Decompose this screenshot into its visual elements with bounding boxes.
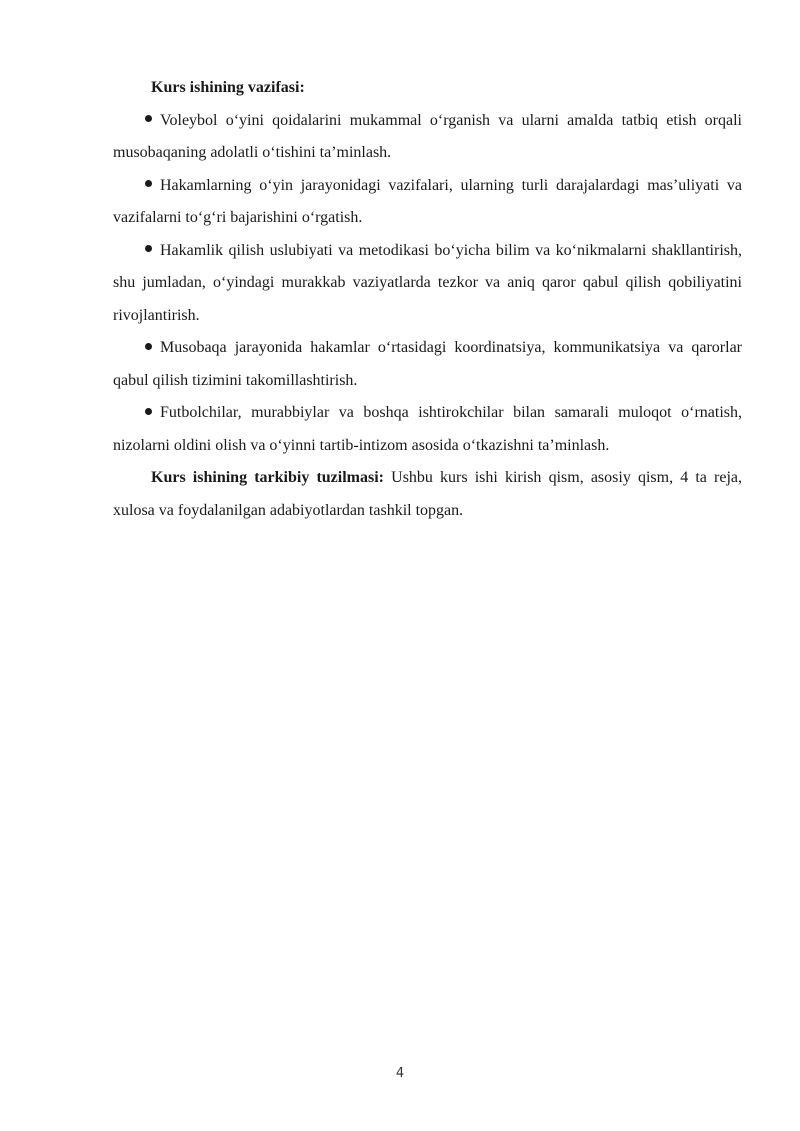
page-content (113, 72, 742, 527)
bullet-icon (145, 245, 152, 252)
bullet-icon (145, 115, 152, 122)
list-item (113, 105, 742, 170)
structure-paragraph (113, 462, 742, 527)
section-heading (113, 72, 742, 105)
list-item-text: Hakamlik qilish uslubiyati va metodikasi bo‘yicha bilim va ko‘nikmalarni shakllantirish, shu jumladan, o‘yindagi murakkab vaziyatlarda tezkor va aniq qaror qabul qilish qobiliyatini rivojlantirish. (113, 241, 742, 324)
structure-label: Kurs ishining tarkibiy tuzilmasi: (151, 469, 384, 486)
list-item-text: Hakamlarning o‘yin jarayonidagi vazifalari, ularning turli darajalardagi mas’uliyati va vazifalarni to‘g‘ri bajarishini o‘rgatish. (113, 176, 742, 226)
list-item (113, 332, 742, 397)
bullet-icon (145, 343, 152, 350)
list-item (113, 170, 742, 235)
bullet-icon (145, 180, 152, 187)
list-item-text: Voleybol o‘yini qoidalarini mukammal o‘rganish va ularni amalda tatbiq etish orqali musobaqaning adolatli o‘tishini ta’minlash. (113, 111, 742, 161)
section-heading-text: Kurs ishining vazifasi: (151, 79, 305, 96)
list-item (113, 235, 742, 333)
structure-text: Ushbu kurs ishi kirish qism, asosiy qism, 4 ta reja, xulosa va foydalanilgan adabiyotlardan tashkil topgan. (113, 469, 743, 519)
list-item-text: Musobaqa jarayonida hakamlar o‘rtasidagi koordinatsiya, kommunikatsiya va qarorlar qabul qilish tizimini takomillashtirish. (113, 339, 742, 389)
page-number: 4 (395, 1066, 405, 1081)
list-item-text: Futbolchilar, murabbiylar va boshqa ishtirokchilar bilan samarali muloqot o‘rnatish, nizolarni oldini olish va o‘yinni tartib-intizom asosida o‘tkazishni ta’minlash. (113, 404, 742, 454)
list-item (113, 397, 742, 462)
bullet-icon (145, 408, 152, 415)
